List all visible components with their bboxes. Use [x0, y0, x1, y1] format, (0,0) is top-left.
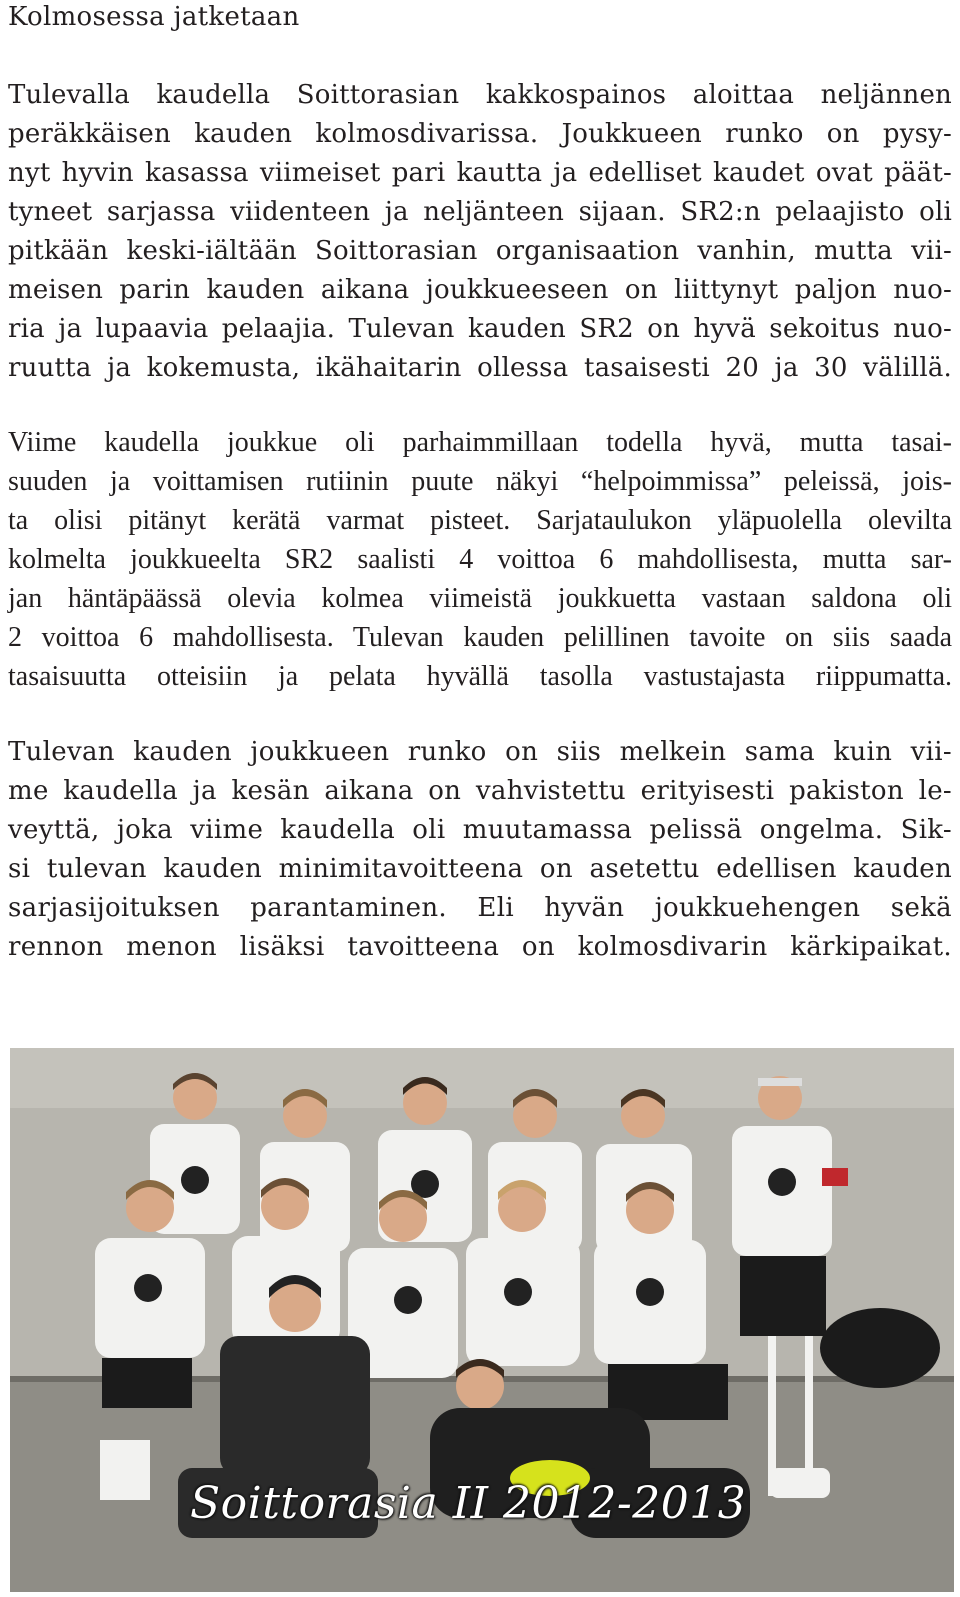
wall-upper [10, 1048, 954, 1108]
text-line: me kaudella ja kesän aikana on vahvistettu erityisesti pakiston le- [8, 776, 952, 806]
text-line: ruutta ja kokemusta, ikähaitarin ollessa tasaisesti 20 ja 30 välillä. [8, 353, 952, 383]
text-line: Tulevan kauden joukkueen runko on siis melkein sama kuin vii- [8, 737, 952, 767]
text-line: tasaisuutta otteisiin ja pelata hyvällä tasolla vastustajasta riippumatta. [8, 661, 952, 692]
text-line: meisen parin kauden aikana joukkueeseen on liittynyt paljon nuo- [8, 275, 952, 305]
page-title: Kolmosessa jatketaan [8, 2, 300, 32]
text-line: 2 voittoa 6 mahdollisesta. Tulevan kauden pelillinen tavoite on siis saada [8, 622, 952, 653]
text-line: jan häntäpäässä olevia kolmea viimeistä joukkuetta vastaan saldona oli [8, 583, 952, 614]
text-line: si tulevan kauden minimitavoitteena on asetettu edellisen kauden [8, 854, 952, 884]
text-line: tyneet sarjassa viidenteen ja neljänteen sijaan. SR2:n pelaajisto oli [8, 197, 952, 227]
text-line: peräkkäisen kauden kolmosdivarissa. Joukkueen runko on pysy- [8, 119, 952, 149]
text-line: ria ja lupaavia pelaajia. Tulevan kauden SR2 on hyvä sekoitus nuo- [8, 314, 952, 344]
text-line: Tulevalla kaudella Soittorasian kakkospainos aloittaa neljännen [8, 80, 952, 110]
text-line: kolmelta joukkueelta SR2 saalisti 4 voittoa 6 mahdollisesta, mutta sar- [8, 544, 952, 575]
text-line: suuden ja voittamisen rutiinin puute näkyi “helpoimmissa” peleissä, jois- [8, 466, 952, 497]
paragraph-goals [8, 733, 952, 967]
paragraph-intro [8, 76, 952, 388]
text-line: pitkään keski-iältään Soittorasian organisaation vanhin, mutta vii- [8, 236, 952, 266]
paragraph-last-season [8, 423, 952, 696]
equipment-bag [820, 1308, 940, 1388]
text-line: veyttä, joka viime kaudella oli muutamassa pelissä ongelma. Sik- [8, 815, 952, 845]
text-line: rennon menon lisäksi tavoitteena on kolmosdivarin kärkipaikat. [8, 932, 952, 962]
text-line: Viime kaudella joukkue oli parhaimmillaan todella hyvä, mutta tasai- [8, 427, 952, 458]
text-line: nyt hyvin kasassa viimeiset pari kautta ja edelliset kaudet ovat päät- [8, 158, 952, 188]
photo-caption: Soittorasia II 2012-2013 [190, 1478, 747, 1529]
text-line: ta olisi pitänyt kerätä varmat pisteet. Sarjataulukon yläpuolella olevilta [8, 505, 952, 536]
text-line: sarjasijoituksen parantaminen. Eli hyvän joukkuehengen sekä [8, 893, 952, 923]
team-photo [10, 1048, 954, 1592]
